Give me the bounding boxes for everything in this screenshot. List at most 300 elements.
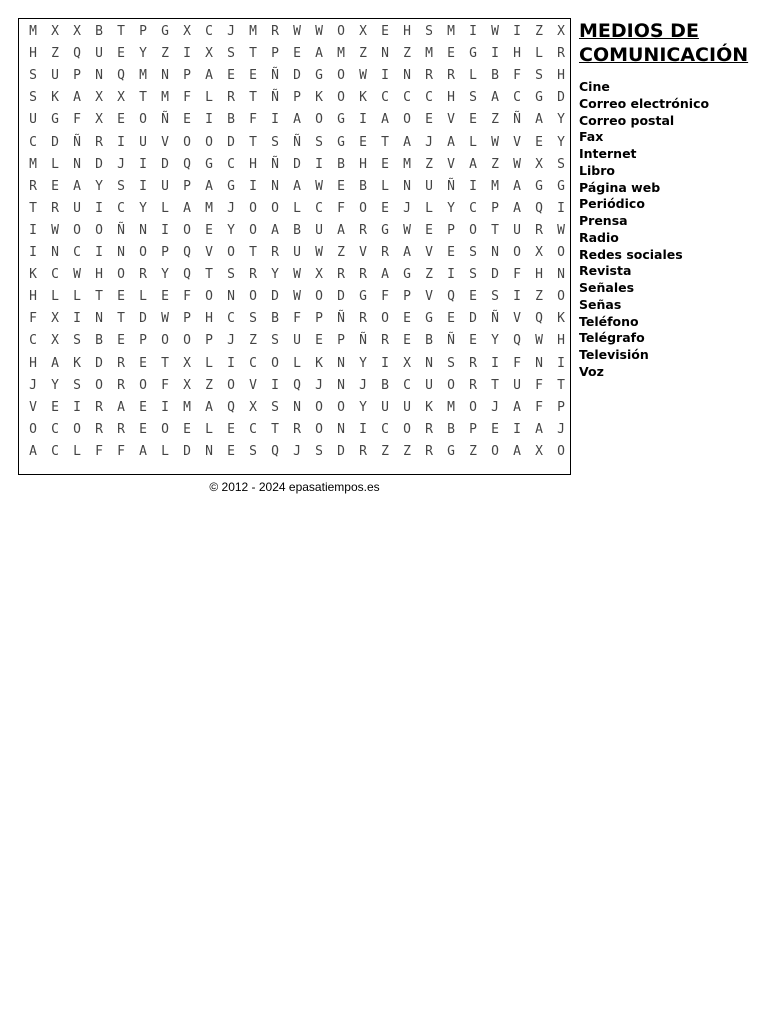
grid-letter[interactable]: U <box>381 399 389 415</box>
grid-letter[interactable]: O <box>117 267 125 283</box>
grid-letter[interactable]: O <box>557 289 565 305</box>
grid-letter[interactable]: O <box>183 333 191 349</box>
grid-letter[interactable]: N <box>337 377 345 393</box>
grid-letter[interactable]: M <box>29 24 37 39</box>
grid-letter[interactable]: F <box>381 289 389 305</box>
grid-letter[interactable]: W <box>359 68 367 84</box>
grid-letter[interactable]: E <box>51 399 59 415</box>
grid-letter[interactable]: E <box>403 311 411 327</box>
grid-letter[interactable]: Y <box>271 267 279 283</box>
grid-letter[interactable]: W <box>557 222 565 238</box>
grid-letter[interactable]: G <box>557 178 565 194</box>
grid-letter[interactable]: H <box>29 289 37 305</box>
grid-letter[interactable]: U <box>293 245 301 260</box>
grid-letter[interactable]: D <box>183 443 191 459</box>
grid-letter[interactable]: B <box>359 178 367 194</box>
grid-letter[interactable]: I <box>161 399 169 415</box>
grid-letter[interactable]: O <box>315 399 323 415</box>
grid-letter[interactable]: E <box>425 112 433 128</box>
grid-letter[interactable]: I <box>557 355 565 371</box>
grid-letter[interactable]: S <box>469 245 477 260</box>
grid-letter[interactable]: O <box>249 289 257 305</box>
grid-letter[interactable]: L <box>293 200 301 216</box>
grid-letter[interactable]: O <box>447 377 455 393</box>
grid-letter[interactable]: L <box>535 46 543 62</box>
grid-letter[interactable]: I <box>491 46 499 62</box>
grid-letter[interactable]: R <box>381 245 389 260</box>
grid-letter[interactable]: O <box>227 377 235 393</box>
grid-letter[interactable]: C <box>29 333 37 349</box>
grid-letter[interactable]: H <box>205 311 213 327</box>
grid-letter[interactable]: A <box>381 112 389 128</box>
grid-letter[interactable]: C <box>381 421 389 437</box>
grid-letter[interactable]: P <box>205 333 213 349</box>
grid-letter[interactable]: Q <box>535 311 543 327</box>
grid-letter[interactable]: A <box>381 267 389 283</box>
grid-letter[interactable]: G <box>425 311 433 327</box>
grid-letter[interactable]: K <box>557 311 565 327</box>
grid-letter[interactable]: G <box>535 178 543 194</box>
grid-letter[interactable]: E <box>139 355 147 371</box>
grid-letter[interactable]: R <box>271 24 279 39</box>
grid-letter[interactable]: Q <box>447 289 455 305</box>
grid-letter[interactable]: E <box>139 421 147 437</box>
grid-letter[interactable]: N <box>139 222 147 238</box>
grid-letter[interactable]: U <box>51 68 59 84</box>
grid-letter[interactable]: N <box>73 156 81 172</box>
grid-letter[interactable]: N <box>293 399 301 415</box>
grid-letter[interactable]: O <box>337 68 345 84</box>
grid-letter[interactable]: A <box>403 134 411 150</box>
grid-letter[interactable]: X <box>535 245 543 260</box>
grid-letter[interactable]: I <box>139 178 147 194</box>
grid-letter[interactable]: H <box>29 46 37 62</box>
grid-letter[interactable]: Y <box>139 200 147 216</box>
grid-letter[interactable]: Y <box>359 355 367 371</box>
grid-letter[interactable]: G <box>205 156 213 172</box>
grid-letter[interactable]: C <box>381 90 389 106</box>
grid-letter[interactable]: C <box>73 245 81 260</box>
grid-letter[interactable]: R <box>337 267 345 283</box>
grid-letter[interactable]: F <box>337 200 345 216</box>
grid-letter[interactable]: D <box>95 355 103 371</box>
grid-letter[interactable]: K <box>359 90 367 106</box>
grid-letter[interactable]: J <box>227 333 235 349</box>
grid-letter[interactable]: N <box>425 355 433 371</box>
grid-letter[interactable]: U <box>513 222 521 238</box>
grid-letter[interactable]: I <box>513 421 521 437</box>
grid-letter[interactable]: O <box>205 134 213 150</box>
grid-letter[interactable]: B <box>95 333 103 349</box>
grid-letter[interactable]: R <box>359 222 367 238</box>
grid-letter[interactable]: G <box>227 178 235 194</box>
grid-letter[interactable]: K <box>51 90 59 106</box>
grid-letter[interactable]: U <box>161 178 169 194</box>
grid-letter[interactable]: Z <box>491 112 499 128</box>
grid-letter[interactable]: W <box>293 267 301 283</box>
grid-letter[interactable]: H <box>557 333 565 349</box>
grid-letter[interactable]: W <box>315 178 323 194</box>
grid-letter[interactable]: U <box>513 377 521 393</box>
grid-letter[interactable]: X <box>73 24 81 39</box>
grid-letter[interactable]: K <box>425 399 433 415</box>
grid-letter[interactable]: C <box>249 355 257 371</box>
grid-letter[interactable]: O <box>271 200 279 216</box>
grid-letter[interactable]: C <box>117 200 125 216</box>
grid-letter[interactable]: Y <box>161 267 169 283</box>
grid-letter[interactable]: J <box>227 24 235 39</box>
grid-letter[interactable]: R <box>117 421 125 437</box>
grid-letter[interactable]: Y <box>557 134 565 150</box>
grid-letter[interactable]: D <box>139 311 147 327</box>
grid-letter[interactable]: T <box>249 134 257 150</box>
grid-letter[interactable]: C <box>425 90 433 106</box>
grid-letter[interactable]: R <box>51 200 59 216</box>
grid-letter[interactable]: V <box>161 134 169 150</box>
grid-letter[interactable]: A <box>205 399 213 415</box>
grid-letter[interactable]: D <box>271 289 279 305</box>
grid-letter[interactable]: H <box>513 46 521 62</box>
grid-letter[interactable]: T <box>249 90 257 106</box>
grid-letter[interactable]: O <box>403 421 411 437</box>
grid-letter[interactable]: E <box>381 156 389 172</box>
grid-letter[interactable]: K <box>315 355 323 371</box>
grid-letter[interactable]: Y <box>491 333 499 349</box>
grid-letter[interactable]: O <box>95 377 103 393</box>
grid-letter[interactable]: U <box>315 222 323 238</box>
grid-letter[interactable]: Z <box>161 46 169 62</box>
grid-letter[interactable]: Y <box>447 200 455 216</box>
grid-letter[interactable]: E <box>447 46 455 62</box>
grid-letter[interactable]: N <box>491 245 499 260</box>
grid-letter[interactable]: Z <box>535 24 543 39</box>
grid-letter[interactable]: E <box>403 333 411 349</box>
grid-letter[interactable]: G <box>337 112 345 128</box>
grid-letter[interactable]: R <box>425 68 433 84</box>
grid-letter[interactable]: Ñ <box>447 178 455 194</box>
grid-letter[interactable]: L <box>51 156 59 172</box>
grid-letter[interactable]: O <box>315 421 323 437</box>
grid-letter[interactable]: M <box>447 399 455 415</box>
grid-letter[interactable]: V <box>425 245 433 260</box>
grid-letter[interactable]: N <box>117 245 125 260</box>
grid-letter[interactable]: E <box>117 112 125 128</box>
grid-letter[interactable]: B <box>227 112 235 128</box>
grid-letter[interactable]: E <box>183 112 191 128</box>
grid-letter[interactable]: Ñ <box>359 333 367 349</box>
grid-letter[interactable]: D <box>293 156 301 172</box>
grid-letter[interactable]: U <box>425 377 433 393</box>
grid-letter[interactable]: I <box>95 245 103 260</box>
grid-letter[interactable]: N <box>95 68 103 84</box>
grid-letter[interactable]: Q <box>513 333 521 349</box>
grid-letter[interactable]: R <box>249 267 257 283</box>
grid-letter[interactable]: I <box>73 311 81 327</box>
grid-letter[interactable]: E <box>139 399 147 415</box>
grid-letter[interactable]: C <box>403 90 411 106</box>
grid-letter[interactable]: J <box>557 421 565 437</box>
grid-letter[interactable]: Z <box>359 46 367 62</box>
grid-letter[interactable]: A <box>315 46 323 62</box>
grid-letter[interactable]: Ñ <box>117 222 125 238</box>
grid-letter[interactable]: L <box>293 355 301 371</box>
grid-letter[interactable]: M <box>447 24 455 39</box>
grid-letter[interactable]: Z <box>491 156 499 172</box>
grid-letter[interactable]: U <box>29 112 37 128</box>
grid-letter[interactable]: S <box>29 68 37 84</box>
grid-letter[interactable]: L <box>73 289 81 305</box>
grid-letter[interactable]: Z <box>425 156 433 172</box>
grid-letter[interactable]: O <box>139 377 147 393</box>
grid-letter[interactable]: E <box>227 68 235 84</box>
grid-letter[interactable]: E <box>359 134 367 150</box>
grid-letter[interactable]: N <box>205 443 213 459</box>
grid-letter[interactable]: P <box>557 399 565 415</box>
grid-letter[interactable]: S <box>73 333 81 349</box>
grid-letter[interactable]: T <box>491 222 499 238</box>
grid-letter[interactable]: P <box>469 421 477 437</box>
grid-letter[interactable]: L <box>73 443 81 459</box>
grid-letter[interactable]: O <box>73 222 81 238</box>
grid-letter[interactable]: S <box>557 156 565 172</box>
grid-letter[interactable]: L <box>205 355 213 371</box>
grid-letter[interactable]: R <box>447 68 455 84</box>
grid-letter[interactable]: O <box>469 399 477 415</box>
grid-letter[interactable]: Ñ <box>161 112 169 128</box>
grid-letter[interactable]: R <box>227 90 235 106</box>
grid-letter[interactable]: A <box>271 222 279 238</box>
grid-letter[interactable]: C <box>403 377 411 393</box>
grid-letter[interactable]: E <box>425 222 433 238</box>
grid-letter[interactable]: E <box>293 46 301 62</box>
grid-letter[interactable]: V <box>425 289 433 305</box>
grid-letter[interactable]: X <box>95 112 103 128</box>
grid-letter[interactable]: I <box>381 355 389 371</box>
grid-letter[interactable]: M <box>139 68 147 84</box>
grid-letter[interactable]: F <box>95 443 103 459</box>
grid-letter[interactable]: I <box>513 289 521 305</box>
grid-letter[interactable]: I <box>447 267 455 283</box>
grid-letter[interactable]: N <box>535 355 543 371</box>
grid-letter[interactable]: Ñ <box>447 333 455 349</box>
grid-letter[interactable]: J <box>117 156 125 172</box>
grid-letter[interactable]: O <box>227 245 235 260</box>
grid-letter[interactable]: W <box>315 24 323 39</box>
grid-letter[interactable]: Z <box>425 267 433 283</box>
grid-letter[interactable]: U <box>293 333 301 349</box>
grid-letter[interactable]: A <box>29 443 37 459</box>
grid-letter[interactable]: X <box>557 24 565 39</box>
grid-letter[interactable]: S <box>117 178 125 194</box>
grid-letter[interactable]: R <box>95 399 103 415</box>
grid-letter[interactable]: R <box>271 245 279 260</box>
grid-letter[interactable]: W <box>293 289 301 305</box>
grid-letter[interactable]: I <box>381 68 389 84</box>
grid-letter[interactable]: R <box>535 222 543 238</box>
grid-letter[interactable]: I <box>271 377 279 393</box>
grid-letter[interactable]: Z <box>381 443 389 459</box>
grid-letter[interactable]: P <box>139 24 147 39</box>
grid-letter[interactable]: P <box>183 178 191 194</box>
grid-letter[interactable]: V <box>29 399 37 415</box>
grid-letter[interactable]: L <box>205 421 213 437</box>
grid-letter[interactable]: V <box>447 156 455 172</box>
grid-letter[interactable]: Q <box>271 443 279 459</box>
grid-letter[interactable]: X <box>51 311 59 327</box>
grid-letter[interactable]: L <box>51 289 59 305</box>
grid-letter[interactable]: I <box>139 156 147 172</box>
grid-letter[interactable]: T <box>381 134 389 150</box>
grid-letter[interactable]: C <box>513 90 521 106</box>
grid-letter[interactable]: M <box>491 178 499 194</box>
grid-letter[interactable]: V <box>513 311 521 327</box>
grid-letter[interactable]: X <box>183 355 191 371</box>
grid-letter[interactable]: S <box>315 134 323 150</box>
grid-letter[interactable]: I <box>359 421 367 437</box>
grid-letter[interactable]: I <box>469 24 477 39</box>
grid-letter[interactable]: D <box>337 443 345 459</box>
grid-letter[interactable]: G <box>535 90 543 106</box>
grid-letter[interactable]: A <box>73 90 81 106</box>
grid-letter[interactable]: K <box>29 267 37 283</box>
grid-letter[interactable]: S <box>469 90 477 106</box>
grid-letter[interactable]: F <box>73 112 81 128</box>
grid-letter[interactable]: S <box>271 399 279 415</box>
grid-letter[interactable]: O <box>29 421 37 437</box>
grid-letter[interactable]: V <box>447 112 455 128</box>
grid-letter[interactable]: V <box>513 134 521 150</box>
grid-letter[interactable]: H <box>249 156 257 172</box>
grid-letter[interactable]: T <box>29 200 37 216</box>
grid-letter[interactable]: M <box>29 156 37 172</box>
grid-letter[interactable]: O <box>337 90 345 106</box>
grid-letter[interactable]: I <box>29 222 37 238</box>
grid-letter[interactable]: I <box>95 200 103 216</box>
grid-letter[interactable]: Z <box>403 46 411 62</box>
grid-letter[interactable]: R <box>95 134 103 150</box>
grid-letter[interactable]: D <box>557 90 565 106</box>
grid-letter[interactable]: E <box>227 421 235 437</box>
grid-letter[interactable]: R <box>359 311 367 327</box>
grid-letter[interactable]: W <box>315 245 323 260</box>
grid-letter[interactable]: H <box>359 156 367 172</box>
grid-letter[interactable]: P <box>183 68 191 84</box>
grid-letter[interactable]: E <box>447 245 455 260</box>
grid-letter[interactable]: A <box>491 90 499 106</box>
grid-letter[interactable]: I <box>513 24 521 39</box>
grid-letter[interactable]: R <box>469 377 477 393</box>
grid-letter[interactable]: W <box>491 24 499 39</box>
grid-letter[interactable]: E <box>227 443 235 459</box>
grid-letter[interactable]: R <box>557 46 565 62</box>
grid-letter[interactable]: N <box>95 311 103 327</box>
grid-letter[interactable]: E <box>117 289 125 305</box>
grid-letter[interactable]: B <box>337 156 345 172</box>
grid-letter[interactable]: N <box>161 68 169 84</box>
grid-letter[interactable]: A <box>293 112 301 128</box>
grid-letter[interactable]: A <box>513 178 521 194</box>
grid-letter[interactable]: J <box>491 399 499 415</box>
grid-letter[interactable]: Z <box>51 46 59 62</box>
grid-letter[interactable]: G <box>51 112 59 128</box>
grid-letter[interactable]: G <box>403 267 411 283</box>
grid-letter[interactable]: D <box>293 68 301 84</box>
grid-letter[interactable]: Z <box>403 443 411 459</box>
grid-letter[interactable]: K <box>315 90 323 106</box>
grid-letter[interactable]: Ñ <box>271 68 279 84</box>
grid-letter[interactable]: J <box>293 443 301 459</box>
grid-letter[interactable]: O <box>205 289 213 305</box>
grid-letter[interactable]: X <box>51 24 59 39</box>
grid-letter[interactable]: A <box>513 443 521 459</box>
grid-letter[interactable]: I <box>161 222 169 238</box>
grid-letter[interactable]: R <box>139 267 147 283</box>
grid-letter[interactable]: O <box>337 24 345 39</box>
grid-letter[interactable]: A <box>403 245 411 260</box>
grid-letter[interactable]: O <box>271 355 279 371</box>
grid-letter[interactable]: W <box>161 311 169 327</box>
grid-letter[interactable]: A <box>139 443 147 459</box>
grid-letter[interactable]: Q <box>293 377 301 393</box>
grid-letter[interactable]: B <box>95 24 103 39</box>
grid-letter[interactable]: R <box>359 443 367 459</box>
grid-letter[interactable]: C <box>227 156 235 172</box>
grid-letter[interactable]: N <box>271 178 279 194</box>
grid-letter[interactable]: E <box>469 333 477 349</box>
grid-letter[interactable]: U <box>425 178 433 194</box>
grid-letter[interactable]: X <box>535 156 543 172</box>
grid-letter[interactable]: H <box>29 355 37 371</box>
grid-letter[interactable]: I <box>491 355 499 371</box>
grid-letter[interactable]: X <box>359 24 367 39</box>
grid-letter[interactable]: N <box>403 178 411 194</box>
grid-letter[interactable]: M <box>183 399 191 415</box>
grid-letter[interactable]: S <box>227 267 235 283</box>
grid-letter[interactable]: R <box>29 178 37 194</box>
grid-letter[interactable]: Y <box>359 399 367 415</box>
grid-letter[interactable]: F <box>29 311 37 327</box>
grid-letter[interactable]: G <box>359 289 367 305</box>
grid-letter[interactable]: X <box>117 90 125 106</box>
grid-letter[interactable]: T <box>557 377 565 393</box>
grid-letter[interactable]: E <box>469 112 477 128</box>
grid-letter[interactable]: T <box>249 245 257 260</box>
grid-letter[interactable]: P <box>139 333 147 349</box>
grid-letter[interactable]: A <box>117 399 125 415</box>
grid-letter[interactable]: V <box>205 245 213 260</box>
grid-letter[interactable]: Y <box>139 46 147 62</box>
grid-letter[interactable]: A <box>51 355 59 371</box>
grid-letter[interactable]: S <box>271 333 279 349</box>
grid-letter[interactable]: E <box>51 178 59 194</box>
grid-letter[interactable]: O <box>491 443 499 459</box>
grid-letter[interactable]: P <box>315 311 323 327</box>
grid-letter[interactable]: X <box>535 443 543 459</box>
grid-letter[interactable]: X <box>315 267 323 283</box>
grid-letter[interactable]: O <box>513 245 521 260</box>
grid-letter[interactable]: T <box>117 24 125 39</box>
grid-letter[interactable]: T <box>161 355 169 371</box>
grid-letter[interactable]: B <box>293 222 301 238</box>
grid-letter[interactable]: Ñ <box>73 134 81 150</box>
grid-letter[interactable]: T <box>95 289 103 305</box>
grid-letter[interactable]: Ñ <box>491 311 499 327</box>
grid-letter[interactable]: X <box>249 399 257 415</box>
grid-letter[interactable]: A <box>513 200 521 216</box>
grid-letter[interactable]: P <box>447 222 455 238</box>
grid-letter[interactable]: N <box>557 267 565 283</box>
grid-letter[interactable]: Y <box>227 222 235 238</box>
